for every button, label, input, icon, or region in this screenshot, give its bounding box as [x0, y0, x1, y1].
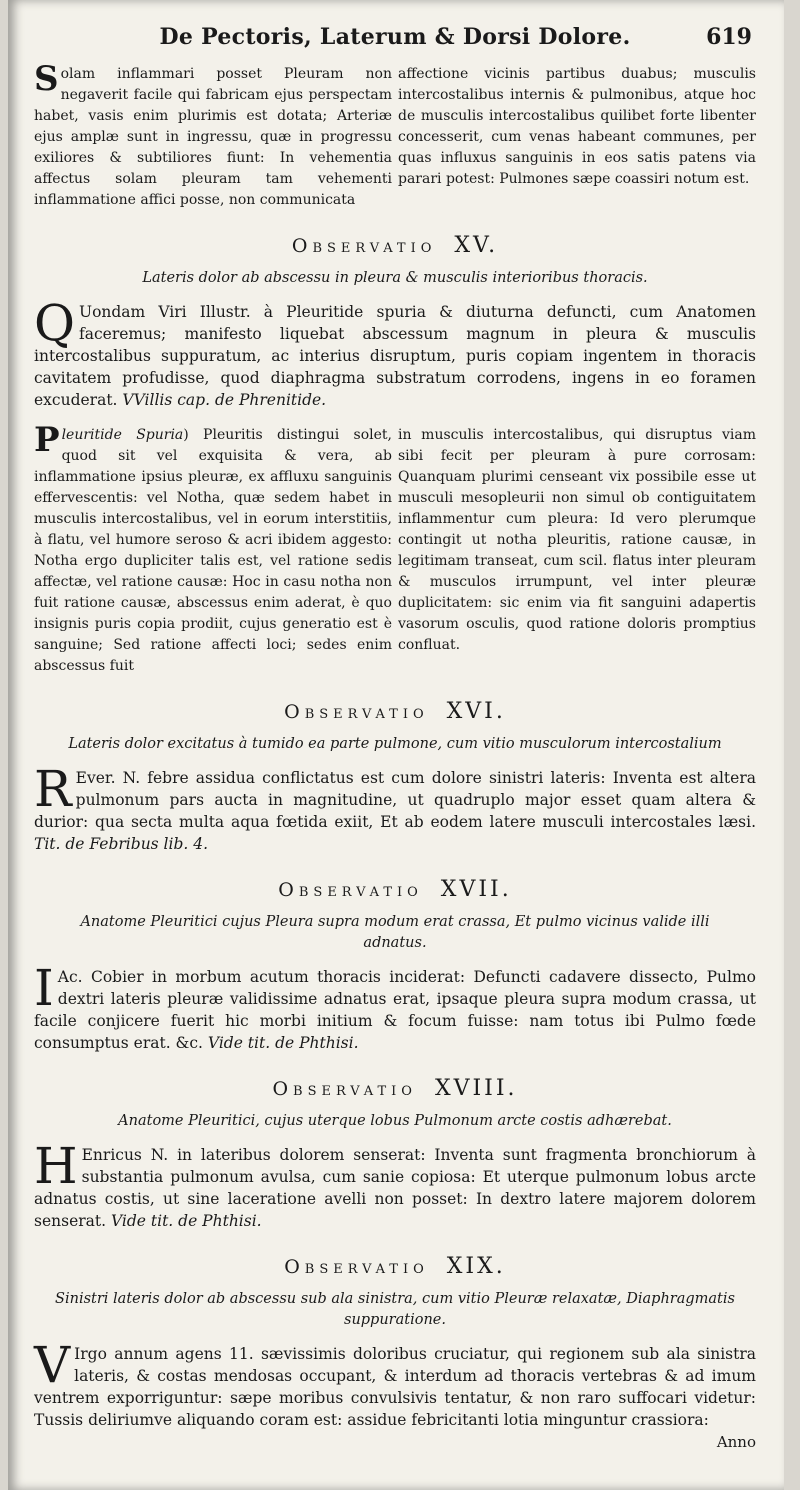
intro-right-column: affectione vicinis partibus duabus; musculis intercostalibus internis & pulmonibus, atque hoc de musculis intercostalibus quilibet forte libenter concesserit, cum venas habeant communes, per quas influxus sanguinis in eos satis patens via parari potest: Pulmones sæpe coassiri notum est.	[398, 66, 756, 187]
observation-subtitle: Anatome Pleuritici, cujus uterque lobus Pulmonum arcte costis adhærebat.	[118, 1113, 672, 1129]
observation-number: XVI.	[446, 699, 506, 724]
observation-number: XVIII.	[434, 1076, 518, 1101]
observation-body	[34, 1336, 756, 1431]
commentary-columns	[34, 420, 756, 677]
intro-left-text: olam inflammari posset Pleuram non negaverit facile qui fabricam ejus perspectam habet, vasis enim plurimis est dotata; Arteriæ ejus amplæ sunt in ingressu, quæ in progressu exiliores & subtiliores fiunt: In vehementia affectus solam pleuram tam vehementi inflammatione affici posse, non communicata	[34, 66, 392, 208]
reference: VVillis cap. de Phrenitide.	[122, 391, 327, 409]
reference: Vide tit. de Phthisi.	[207, 1034, 359, 1052]
observation-label: Observatio	[284, 1256, 429, 1278]
observation-subtitle: Anatome Pleuritici cujus Pleura supra modum erat crassa, Et pulmo vicinus valide illi adnatus.	[80, 914, 710, 951]
intro-left-column	[34, 59, 392, 211]
observation-body	[34, 959, 756, 1054]
intro-initial: S	[34, 59, 59, 99]
observation-text: Ac. Cobier in morbum acutum thoracis inciderat: Defuncti cadavere dissecto, Pulmo dextri lateris pleuræ validissime adnatus erat, ipsaque pleura supra modum crassa, ut facile conjicere fuerit hic morbi initium & focum fuisse: nam totus ibi Pulmo fœde consumptus erat. &c.	[34, 968, 756, 1052]
observation-body	[34, 760, 756, 855]
observation-number: XV.	[454, 233, 499, 258]
observation-subtitle: Lateris dolor excitatus à tumido ea parte pulmone, cum vitio musculorum intercostalium	[68, 736, 722, 752]
drop-cap: I	[34, 959, 54, 1017]
drop-cap: V	[34, 1336, 71, 1394]
observation-label: Observatio	[291, 235, 437, 257]
observation-heading	[34, 233, 756, 258]
observation-body	[34, 1137, 756, 1232]
observation-label: Observatio	[272, 1078, 417, 1100]
page-number: 619	[706, 24, 752, 50]
observation-label: Observatio	[284, 701, 429, 723]
observation-subtitle: Lateris dolor ab abscessu in pleura & musculis interioribus thoracis.	[142, 270, 648, 286]
observation-body	[34, 294, 756, 411]
drop-cap: R	[34, 760, 72, 818]
observation-text: Irgo annum agens 11. sævissimis doloribus cruciatur, qui regionem sub ala sinistra lateris, & costas mendosas occupant, & interdum ad thoracis vertebras & ad imum ventrem exporriguntur: sæpe moribus convulsivis tentatur, & non raro suffocari videtur: Tussis deliriumve aliquando coram est: assidue febricitanti lotia minguntur crassiora:	[34, 1345, 756, 1429]
observation-text: Ever. N. febre assidua conflictatus est cum dolore sinistri lateris: Inventa est altera pulmonum pars aucta in magnitudine, ut quadruplo major esset quam altera & durior: qua secta multa aqua fœtida exiit, Et ab eodem latere musculi intercostales læsi.	[34, 769, 756, 831]
observation-heading	[34, 1254, 756, 1279]
drop-cap: H	[34, 1137, 78, 1195]
observation-label: Observatio	[278, 879, 423, 901]
commentary-left-text: ) Pleuritis distingui solet, quod sit vel exquisita & vera, ab inflammatione ipsius pleuræ, ex affluxu sanguinis effervescentis: vel Notha, quæ sedem habet in musculis intercostalibus, vel in eorum interstitiis, à flatu, vel humore seroso & acri ibidem aggesto: Notha ergo dupliciter talis est, vel ratione sedis affectæ, vel ratione causæ: Hoc in casu notha non fuit ratione causæ, abscessus enim aderat, è quo insignis puris copia prodiit, cujus generatio est è sanguine; Sed ratione affecti loci; sedes enim abscessus fuit	[34, 427, 392, 674]
observation-number: XVII.	[440, 877, 512, 902]
book-page	[8, 0, 784, 1490]
catchword: Anno	[716, 1433, 756, 1451]
observation-subtitle: Sinistri lateris dolor ab abscessu sub ala sinistra, cum vitio Pleuræ relaxatæ, Diaphragmatis suppuratione.	[55, 1291, 735, 1328]
observation-number: XIX.	[446, 1254, 506, 1279]
running-title: De Pectoris, Laterum & Dorsi Dolore.	[159, 24, 631, 50]
commentary-left-column	[34, 420, 392, 677]
commentary-lead: leuritide Spuria	[61, 427, 184, 443]
commentary-initial: P	[34, 420, 60, 460]
observation-heading	[34, 877, 756, 902]
observation-heading	[34, 699, 756, 724]
observation-text: Uondam Viri Illustr. à Pleuritide spuria & diuturna defuncti, cum Anatomen faceremus; manifesto liquebat abscessum magnum in pleura & musculis intercostalibus suppuratum, ac interius disruptum, puris copiam ingentem in thoracis cavitatem profudisse, quod diaphragma substratum corrodens, ingens in eo foramen excuderat.	[34, 303, 756, 409]
drop-cap: Q	[34, 294, 75, 352]
observation-heading	[34, 1076, 756, 1101]
reference: Vide tit. de Phthisi.	[110, 1212, 262, 1230]
reference: Tit. de Febribus lib. 4.	[34, 835, 209, 853]
intro-columns	[34, 59, 756, 211]
running-header	[34, 24, 756, 64]
commentary-right-column: in musculis intercostalibus, qui disruptus viam sibi fecit per pleuram à pure corrosam: Quanquam plurimi censeant vix possibile esse ut musculi mesopleurii non simul ob contiguitatem inflammentur cum pleura: Id vero plerumque contingit ut notha pleuritis, ratione causæ, in legitimam transeat, cum scil. flatus inter pleuram & musculos irrumpunt, vel inter pleuræ duplicitatem: sic enim via fit sanguini adapertis vasorum osculis, quod ratione doloris promptius confluat.	[398, 427, 756, 653]
observation-text: Enricus N. in lateribus dolorem senserat: Inventa sunt fragmenta bronchiorum à substantia pulmonum avulsa, cum sanie copiosa: Et uterque pulmonum lobus arcte adnatus costis, ut sine laceratione avelli non posset: In dextro latere majorem dolorem senserat.	[34, 1146, 756, 1230]
